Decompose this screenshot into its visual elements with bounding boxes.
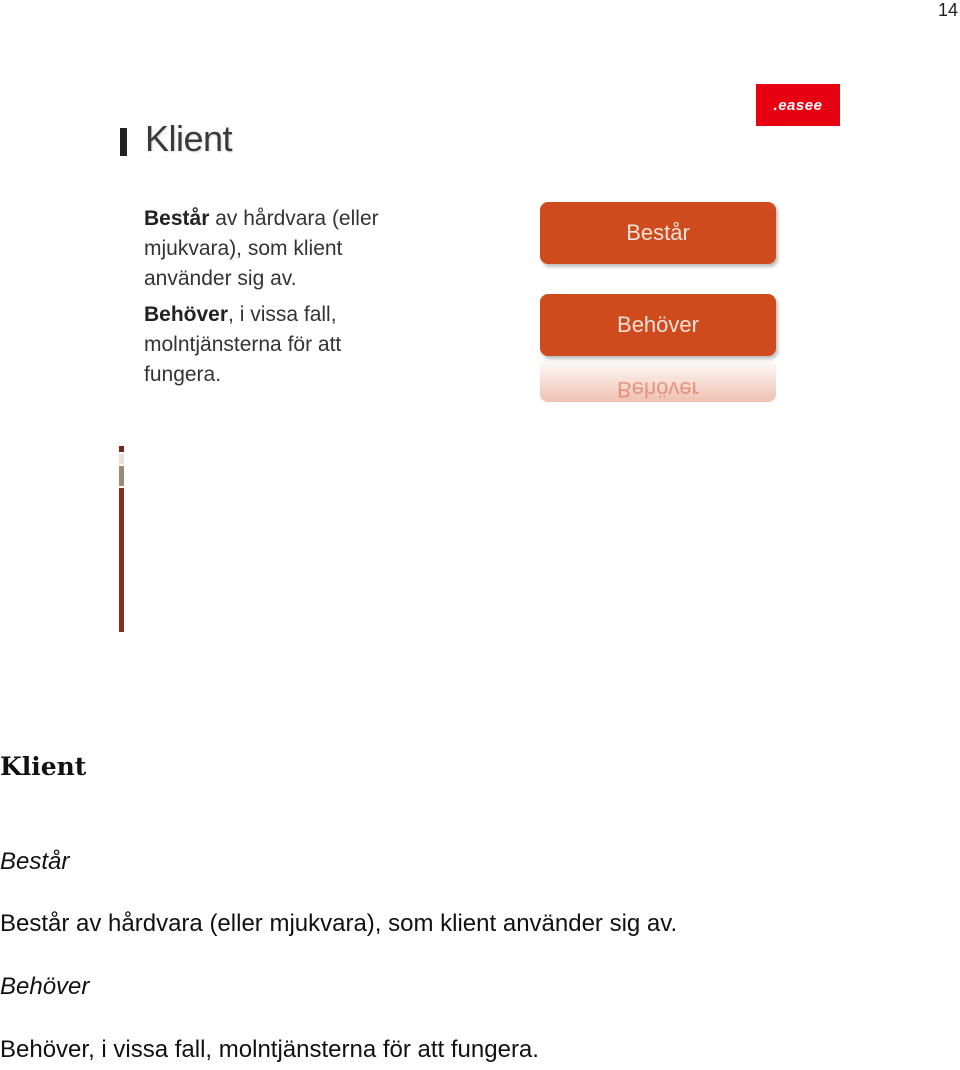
section-text-2: Behöver, i vissa fall, molntjänsterna för att fungera. — [0, 1036, 539, 1063]
section-text-1: Består av hårdvara (eller mjukvara), som klient använder sig av. — [0, 910, 678, 937]
slide-image — [100, 70, 860, 640]
slide-paragraph-2 — [144, 300, 424, 390]
slide-paragraph-1 — [144, 204, 424, 294]
slide-text-block — [144, 204, 424, 396]
slide-paragraph-1-rest: av hårdvara (eller mjukvara), som klient använder sig av. — [144, 207, 379, 290]
easee-logo: .easee — [756, 84, 840, 126]
document-heading: Klient — [0, 752, 87, 781]
page-number: 14 — [937, 0, 958, 20]
slide-button-bestar: Består — [540, 202, 776, 264]
section-subheading-2: Behöver — [0, 973, 90, 1000]
slide-paragraph-1-bold: Består — [144, 207, 210, 230]
slide-paragraph-2-rest: , i vissa fall, molntjänsterna för att fungera. — [144, 303, 342, 386]
slide-button-behover: Behöver — [540, 294, 776, 356]
title-bar-decoration — [120, 128, 127, 156]
section-subheading-1: Består — [0, 848, 70, 875]
button-reflection: Behöver — [540, 358, 776, 402]
slide-title: Klient — [145, 118, 233, 159]
accent-bar-decoration — [119, 446, 124, 630]
slide-paragraph-2-bold: Behöver — [144, 303, 229, 326]
